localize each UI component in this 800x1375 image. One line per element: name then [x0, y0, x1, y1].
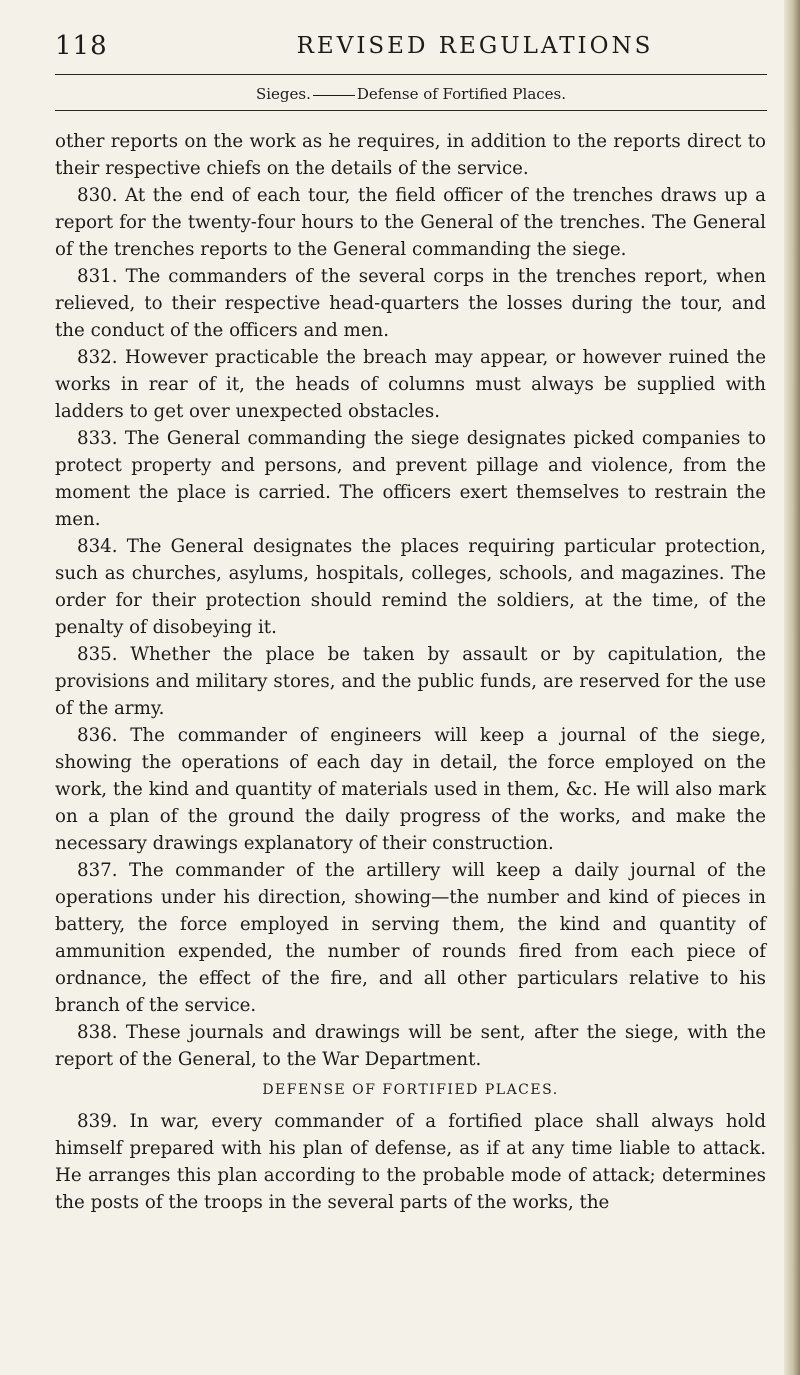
paragraph-837: 837. The commander of the artillery will keep a daily journal of the operations under his direction, showing—the number and kind of pieces in battery, the force employed in serving them, the kind and quantity of ammunition expended, the number of rounds fired from each piece of ordnance, the effect of the fire, and all other particulars relative to his branch of the service. — [55, 860, 766, 1016]
paragraph-831: 831. The commanders of the several corps in the trenches report, when relieved, to their respective head-quarters the losses during the tour, and the conduct of the officers and men. — [55, 266, 766, 341]
running-title: REVISED REGULATIONS — [296, 33, 654, 59]
subheading-right: Defense of Fortified Places. — [356, 85, 567, 103]
paragraph-838: 838. These journals and drawings will be sent, after the siege, with the report of the General, to the War Department. — [55, 1022, 766, 1070]
paragraph-834: 834. The General designates the places requiring particular protection, such as churches, asylums, hospitals, colleges, schools, and magazines. The order for their protection should remind the soldiers, at the time, of the penalty of disobeying it. — [55, 536, 766, 638]
paragraph-836: 836. The commander of engineers will keep a journal of the siege, showing the operations of each day in detail, the force employed on the work, the kind and quantity of materials used in them, &c. He will also mark on a plan of the ground the daily progress of the works, and make the necessary drawings explanatory of their construction. — [55, 725, 766, 854]
body-text — [55, 128, 766, 1216]
paragraph-833: 833. The General commanding the siege designates picked companies to protect property and persons, and prevent pillage and violence, from the moment the place is carried. The officers exert themselves to restrain the men. — [55, 428, 766, 530]
subheading — [55, 84, 767, 104]
subheading-left: Sieges. — [255, 85, 311, 103]
paragraph-835: 835. Whether the place be taken by assault or by capitulation, the provisions and military stores, and the public funds, are reserved for the use of the army. — [55, 644, 766, 719]
paragraph-continuation: other reports on the work as he requires, in addition to the reports direct to their respective chiefs on the details of the service. — [55, 131, 766, 179]
section-title: DEFENSE OF FORTIFIED PLACES. — [262, 1082, 559, 1098]
header-rule-top — [55, 74, 767, 75]
paragraph-839: 839. In war, every commander of a fortified place shall always hold himself prepared with his plan of defense, as if at any time liable to attack. He arranges this plan according to the probable mode of attack; determines the posts of the troops in the several parts of the works, the — [55, 1111, 766, 1213]
paragraph-830: 830. At the end of each tour, the field officer of the trenches draws up a report for the twenty-four hours to the General of the trenches. The General of the trenches reports to the General commanding the siege. — [55, 185, 766, 260]
page-edge — [784, 0, 800, 1375]
header-rule-bottom — [55, 110, 767, 111]
page-number: 118 — [55, 31, 108, 61]
page-header — [55, 26, 767, 66]
subheading-dash — [313, 95, 355, 96]
paragraph-832: 832. However practicable the breach may appear, or however ruined the works in rear of it, the heads of columns must always be supplied with ladders to get over unexpected obstacles. — [55, 347, 766, 422]
